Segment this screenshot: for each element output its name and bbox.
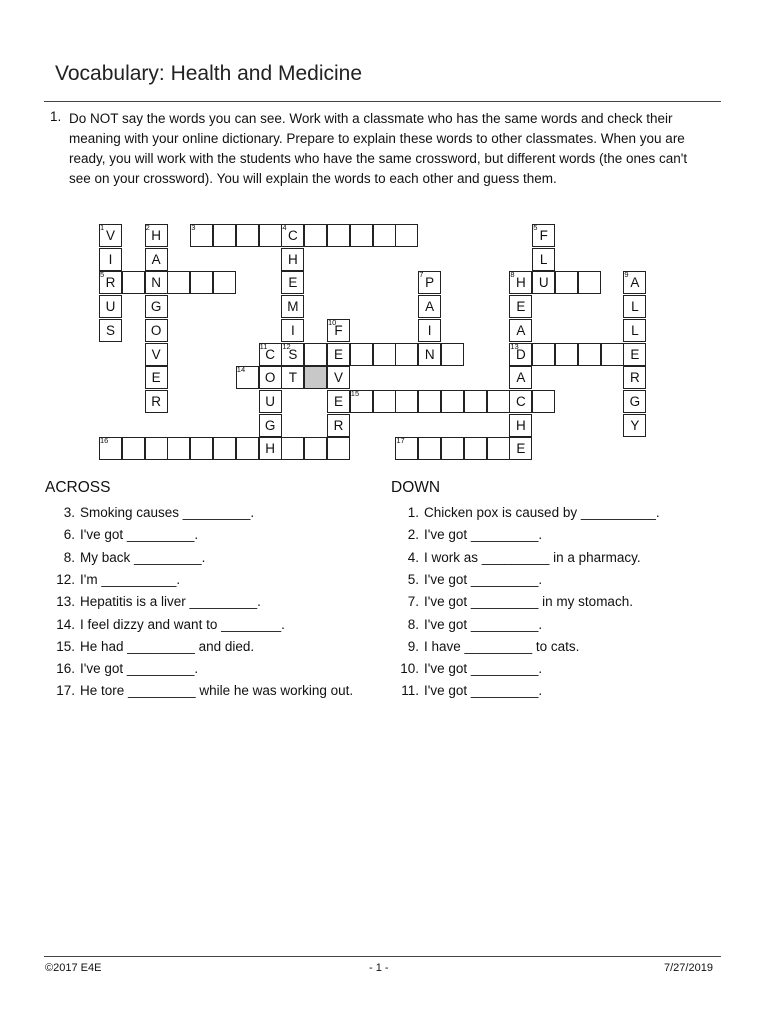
crossword-cell [259, 224, 282, 247]
crossword-cell [350, 343, 373, 366]
cell-letter: P [425, 275, 435, 291]
clue-number: 5 [100, 270, 105, 280]
cell-letter: I [108, 251, 113, 267]
crossword-cell [122, 271, 145, 294]
crossword-cell [327, 366, 350, 389]
clue-text: I've got _________ in my stomach. [424, 594, 633, 610]
clue-number: 2 [145, 223, 150, 232]
cell-letter: R [333, 417, 344, 433]
clue-num: 11. [401, 683, 419, 699]
clue-text: He had _________ and died. [80, 638, 255, 654]
cell-letter: R [105, 275, 116, 291]
crossword-cell [281, 366, 304, 389]
cell-letter: H [265, 441, 275, 457]
crossword-cell [259, 343, 282, 366]
footer-date: 7/27/2019 [664, 962, 713, 974]
crossword-cell [350, 224, 373, 247]
clue-num: 5. [407, 571, 419, 587]
clue-text: I feel dizzy and want to ________. [80, 616, 285, 632]
crossword-cell [418, 295, 441, 318]
cell-letter: H [516, 275, 526, 291]
cell-letter: O [264, 370, 276, 386]
clue-number: 12 [282, 341, 291, 351]
cell-letter: S [105, 322, 115, 338]
crossword-cell [601, 343, 624, 366]
cell-letter: V [151, 346, 161, 362]
crossword-cell [395, 437, 418, 460]
cell-letter: H [151, 228, 161, 243]
crossword-cell [623, 271, 646, 294]
cell-letter: D [516, 346, 526, 362]
clue-number: 8 [510, 270, 515, 280]
crossword-cell [418, 271, 441, 294]
cell-letter: G [264, 417, 276, 433]
cell-letter: L [631, 299, 639, 315]
crossword-cell [327, 343, 350, 366]
crossword-cell [167, 437, 190, 460]
clue-text: I'm __________. [80, 571, 181, 587]
down-clue [407, 614, 724, 636]
clue-num: 8. [63, 549, 75, 565]
crossword-cell [236, 437, 259, 460]
crossword-cell [190, 224, 213, 247]
cell-letter: O [150, 322, 162, 338]
crossword-cell [99, 295, 122, 318]
cell-letter: E [630, 346, 640, 362]
cell-letter: I [291, 322, 295, 338]
crossword-cell [145, 319, 168, 342]
clue-num: 7. [407, 594, 419, 610]
clue-text: I've got _________. [424, 616, 543, 632]
crossword-cell [236, 366, 259, 389]
crossword-cell [190, 437, 213, 460]
clue-num: 16. [56, 661, 75, 677]
clue-number: 15 [350, 388, 360, 398]
clue-text: He tore _________ while he was working out. [80, 683, 354, 699]
crossword-grid [0, 0, 768, 480]
crossword-cell [441, 390, 464, 413]
cell-letter: G [629, 393, 641, 409]
crossword-cell [487, 390, 510, 413]
crossword-cell [373, 390, 396, 413]
cell-letter: A [516, 370, 526, 386]
cell-letter: E [151, 370, 161, 386]
clue-text: I've got _________. [424, 683, 543, 699]
crossword-cell [509, 414, 532, 437]
crossword-cell [327, 319, 350, 342]
crossword-cell [259, 437, 282, 460]
crossword-cell [99, 319, 122, 342]
down-clue [407, 569, 724, 591]
clue-number: 5 [533, 223, 538, 232]
clue-num: 14. [56, 616, 75, 632]
crossword-cell [418, 390, 441, 413]
cell-letter: R [630, 370, 640, 386]
clue-number: 9 [624, 270, 629, 280]
crossword-cell [509, 366, 532, 389]
crossword-cell [99, 437, 122, 460]
clue-num: 10. [400, 661, 419, 677]
cell-letter: N [424, 346, 435, 362]
crossword-cell [532, 271, 555, 294]
across-clue [56, 569, 365, 591]
crossword-cell [281, 248, 304, 271]
clue-text: My back _________. [80, 549, 206, 565]
crossword-cell [509, 319, 532, 342]
crossword-cell [304, 224, 327, 247]
crossword-cell [373, 224, 396, 247]
cell-letter: F [334, 322, 343, 338]
crossword-cell [145, 437, 168, 460]
crossword-cell [281, 271, 304, 294]
across-clue [56, 680, 365, 702]
clue-text: I've got _________. [424, 527, 543, 543]
clue-number: 13 [510, 341, 519, 351]
crossword-cell [623, 366, 646, 389]
crossword-cell [281, 295, 304, 318]
down-clue [407, 591, 724, 613]
clue-text: Smoking causes _________. [80, 505, 255, 520]
crossword-cell [327, 414, 350, 437]
crossword-cell [623, 319, 646, 342]
crossword-cell [578, 271, 601, 294]
crossword-cell [532, 224, 555, 247]
cell-letter: H [516, 417, 526, 433]
across-clue [56, 636, 365, 658]
instruction-number: 1. [50, 109, 62, 124]
clue-number: 7 [419, 270, 424, 280]
cell-letter: E [516, 441, 526, 457]
crossword-cell [441, 437, 464, 460]
across-clue [56, 658, 365, 680]
crossword-cell [509, 437, 532, 460]
cell-letter: U [105, 299, 116, 315]
crossword-cell [418, 319, 441, 342]
crossword-cell [464, 437, 487, 460]
cell-letter: A [630, 275, 640, 291]
down-clue [407, 547, 724, 569]
crossword-cell [509, 271, 532, 294]
crossword-cell [532, 343, 555, 366]
clue-num: 12. [56, 571, 75, 587]
across-clue [63, 524, 365, 546]
crossword-cell [509, 295, 532, 318]
down-clue [407, 636, 724, 658]
cell-letter: S [288, 346, 298, 362]
clue-text: I've got _________. [80, 661, 199, 677]
cell-letter: T [288, 370, 298, 386]
cell-letter: E [516, 299, 526, 315]
crossword-cell [395, 224, 418, 247]
cell-letter: H [288, 251, 298, 267]
cell-letter: R [151, 393, 161, 409]
across-clue [63, 547, 365, 569]
cell-letter: C [265, 346, 275, 362]
crossword-cell [145, 271, 168, 294]
crossword-cell [623, 343, 646, 366]
cell-letter: F [539, 228, 548, 243]
clue-number: 1 [100, 223, 105, 232]
crossword-cell [259, 414, 282, 437]
cell-letter: E [288, 275, 298, 291]
clue-num: 8. [407, 616, 419, 632]
cell-letter: M [287, 299, 299, 315]
crossword-cell [304, 437, 327, 460]
crossword-cell [145, 366, 168, 389]
cell-letter: V [105, 228, 115, 243]
crossword-cell [418, 437, 441, 460]
crossword-cell [395, 343, 418, 366]
crossword-cell [623, 390, 646, 413]
cell-letter: C [288, 228, 298, 243]
crossword-cell [236, 224, 259, 247]
clue-text: I work as _________ in a pharmacy. [424, 549, 641, 565]
crossword-cell [304, 366, 327, 389]
down-clue [407, 524, 724, 546]
cell-letter: A [151, 251, 161, 267]
down-clue [407, 502, 724, 524]
clue-number: 17 [396, 436, 405, 446]
crossword-cell [487, 437, 510, 460]
clue-text: I've got _________. [424, 571, 543, 587]
clue-number: 14 [236, 365, 246, 375]
crossword-cell [555, 271, 578, 294]
cell-letter: E [333, 393, 343, 409]
cell-letter: A [425, 299, 435, 315]
crossword-cell [213, 437, 236, 460]
footer-divider [44, 956, 721, 957]
cell-letter: G [150, 299, 162, 315]
footer-page-number: - 1 - [369, 962, 389, 974]
clue-num: 15. [56, 638, 75, 654]
clue-num: 1. [407, 505, 419, 520]
across-heading: ACROSS [45, 479, 111, 496]
crossword-cell [281, 343, 304, 366]
crossword-cell [99, 224, 122, 247]
crossword-cell [213, 271, 236, 294]
cell-letter: U [265, 393, 275, 409]
clue-number: 10 [328, 317, 337, 327]
crossword-cell [304, 343, 327, 366]
across-clue [56, 591, 365, 613]
crossword-cell [190, 271, 213, 294]
crossword-cell [532, 390, 555, 413]
crossword-cell [327, 390, 350, 413]
down-heading: DOWN [391, 479, 441, 496]
cell-letter: L [539, 251, 548, 267]
clue-text: I've got _________. [424, 661, 543, 677]
crossword-cell [623, 295, 646, 318]
cell-letter: N [151, 275, 161, 291]
clue-num: 13. [56, 594, 75, 610]
crossword-cell [259, 390, 282, 413]
crossword-cell [145, 343, 168, 366]
instruction-text: Do NOT say the words you can see. Work with a classmate who has the same words and check their meaning with your online dictionary. Prepare to explain these words to other classmates. When you are ready, you will work with the students who have the same crossword, but different words (the ones can't see on your crossword). You will explain the words to each other and guess them. [69, 111, 688, 186]
crossword-cell [464, 390, 487, 413]
clue-number: 11 [259, 341, 268, 351]
clue-number: 4 [282, 223, 287, 232]
footer-copyright: ©2017 E4E [45, 962, 102, 974]
crossword-cell [441, 343, 464, 366]
crossword-cell [281, 437, 304, 460]
cell-letter: Y [630, 417, 640, 433]
crossword-cell [99, 248, 122, 271]
clue-text: I've got _________. [80, 527, 199, 543]
across-clue [56, 614, 365, 636]
crossword-cell [418, 343, 441, 366]
cell-letter: C [516, 393, 526, 409]
crossword-cell [532, 248, 555, 271]
crossword-cell [327, 224, 350, 247]
clue-num: 2. [407, 527, 419, 543]
crossword-cell [145, 248, 168, 271]
cell-letter: U [538, 275, 549, 291]
cell-letter: V [333, 370, 343, 386]
crossword-cell [213, 224, 236, 247]
cell-letter: L [631, 322, 639, 338]
cell-letter: A [516, 322, 526, 338]
crossword-cell [259, 366, 282, 389]
crossword-cell [373, 343, 396, 366]
clue-text: Hepatitis is a liver _________. [80, 594, 261, 610]
crossword-cell [578, 343, 601, 366]
crossword-cell [281, 319, 304, 342]
page-title: Vocabulary: Health and Medicine [55, 62, 363, 85]
crossword-cell [281, 224, 304, 247]
clue-num: 4. [407, 549, 419, 565]
clue-num: 9. [407, 638, 419, 654]
crossword-cell [167, 271, 190, 294]
clue-number: 16 [100, 436, 109, 446]
crossword-cell [509, 390, 532, 413]
crossword-cell [145, 224, 168, 247]
clue-text: Chicken pox is caused by __________. [424, 505, 660, 520]
down-clue [401, 680, 724, 702]
crossword-cell [555, 343, 578, 366]
crossword-cell [623, 414, 646, 437]
crossword-cell [350, 390, 373, 413]
crossword-cell [509, 343, 532, 366]
across-clue [63, 502, 365, 524]
cell-letter: I [427, 322, 432, 338]
clue-text: I have _________ to cats. [424, 638, 580, 654]
down-clue [400, 658, 724, 680]
crossword-cell [145, 295, 168, 318]
crossword-cell [395, 390, 418, 413]
crossword-cell [145, 390, 168, 413]
crossword-cell [327, 437, 350, 460]
cell-letter: E [333, 346, 343, 362]
clue-number: 3 [191, 223, 196, 232]
clue-num: 3. [63, 505, 75, 520]
clue-num: 6. [63, 527, 75, 543]
crossword-cell [122, 437, 145, 460]
clue-num: 17. [56, 683, 75, 699]
crossword-cell [99, 271, 122, 294]
